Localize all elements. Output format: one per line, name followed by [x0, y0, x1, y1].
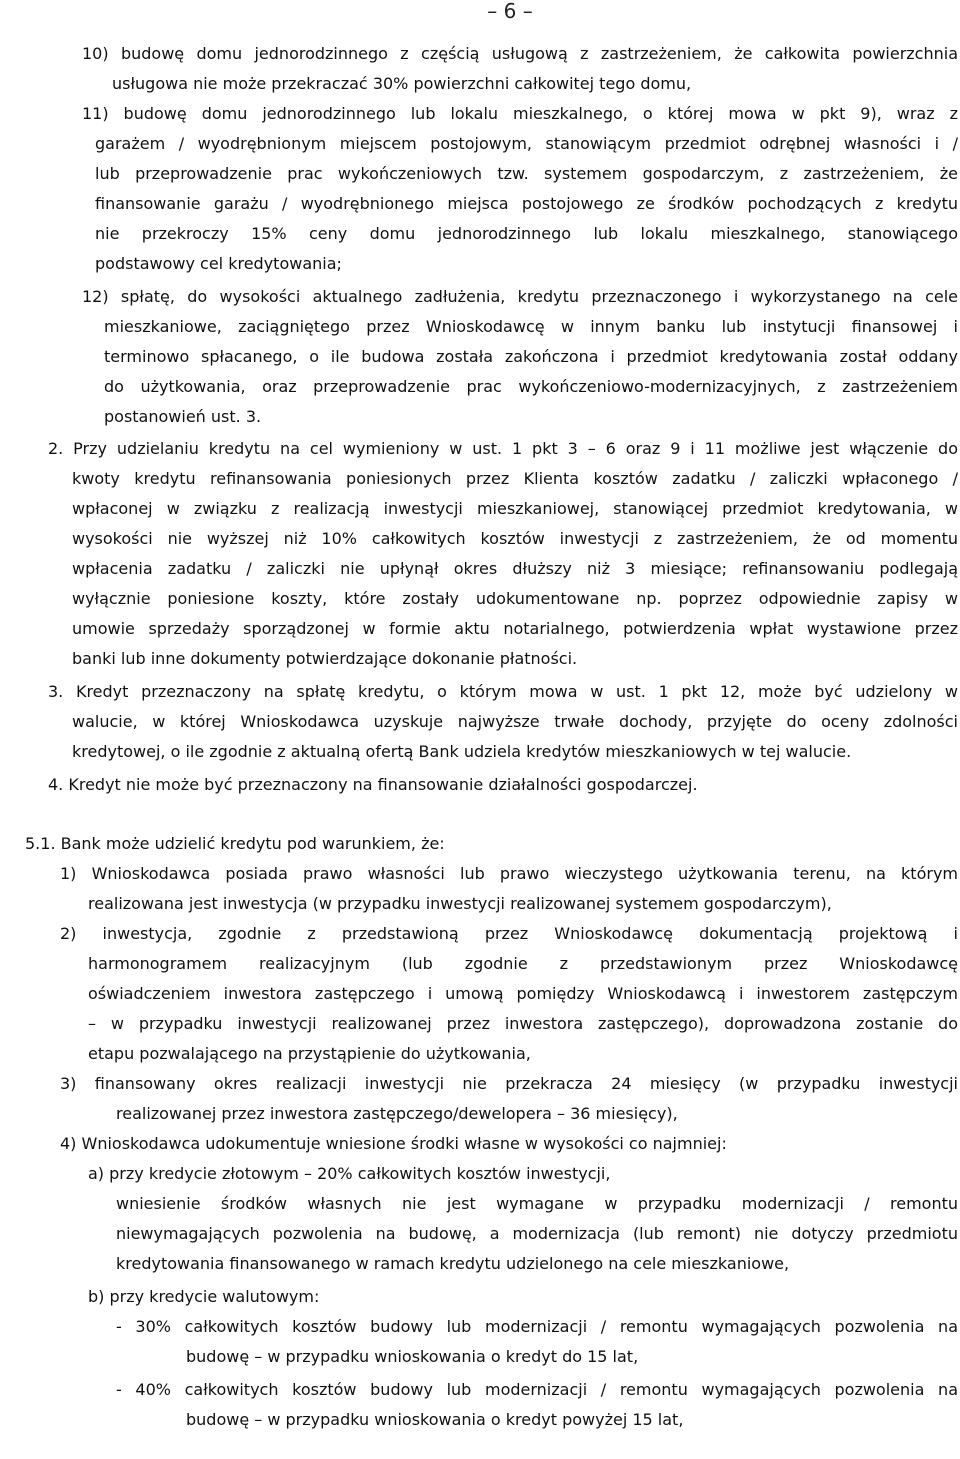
text-line: 10) budowę domu jednorodzinnego z częścią usługową z zastrzeżeniem, że całkowita powierzchnia: [82, 44, 958, 63]
text-line: garażem / wyodrębnionym miejscem postojowym, stanowiącym przedmiot odrębnej własności i /: [95, 134, 958, 153]
text-line: realizowana jest inwestycja (w przypadku inwestycji realizowanej systemem gospodarczym),: [88, 894, 832, 913]
text-line: wniesienie środków własnych nie jest wymagane w przypadku modernizacji / remontu: [116, 1194, 958, 1213]
text-line: - 30% całkowitych kosztów budowy lub modernizacji / remontu wymagających pozwolenia na: [116, 1317, 958, 1336]
text-line: niewymagających pozwolenia na budowę, a modernizacja (lub remont) nie dotyczy przedmiotu: [116, 1224, 958, 1243]
text-line: realizowanej przez inwestora zastępczego/dewelopera – 36 miesięcy),: [116, 1104, 678, 1123]
text-line: postanowień ust. 3.: [104, 407, 262, 426]
text-line: wyłącznie poniesione koszty, które zostały udokumentowane np. poprzez odpowiednie zapisy w: [72, 589, 958, 608]
text-line: b) przy kredycie walutowym:: [88, 1287, 320, 1306]
page-number: – 6 –: [487, 0, 533, 23]
text-line: wpłacenia zadatku / zaliczki nie upłynął okres dłuższy niż 3 miesiące; refinansowaniu podlegają: [72, 559, 958, 578]
text-line: 2) inwestycja, zgodnie z przedstawioną przez Wnioskodawcę dokumentacją projektową i: [60, 924, 958, 943]
text-line: kwoty kredytu refinansowania poniesionych przez Klienta kosztów zadatku / zaliczki wpłaconego /: [72, 469, 958, 488]
text-line: oświadczeniem inwestora zastępczego i umową pomiędzy Wnioskodawcą i inwestorem zastępczym: [88, 984, 958, 1003]
text-line: banki lub inne dokumenty potwierdzające dokonanie płatności.: [72, 649, 578, 668]
text-line: a) przy kredycie złotowym – 20% całkowitych kosztów inwestycji,: [88, 1164, 611, 1183]
text-line: etapu pozwalającego na przystąpienie do użytkowania,: [88, 1044, 531, 1063]
text-line: kredytowej, o ile zgodnie z aktualną ofertą Bank udziela kredytów mieszkaniowych w tej walucie.: [72, 742, 852, 761]
text-line: wpłaconej w związku z realizacją inwestycji mieszkaniowej, stanowiącej przedmiot kredytowania, w: [72, 499, 958, 518]
text-line: finansowanie garażu / wyodrębnionego miejsca postojowego ze środków pochodzących z kredytu: [95, 194, 958, 213]
text-line: budowę – w przypadku wnioskowania o kredyt do 15 lat,: [186, 1347, 639, 1366]
text-line: usługowa nie może przekraczać 30% powierzchni całkowitej tego domu,: [112, 74, 692, 93]
text-line: 4. Kredyt nie może być przeznaczony na finansowanie działalności gospodarczej.: [48, 775, 698, 794]
text-line: 3. Kredyt przeznaczony na spłatę kredytu, o którym mowa w ust. 1 pkt 12, może być udzielony w: [48, 682, 958, 701]
text-line: harmonogramem realizacyjnym (lub zgodnie z przedstawionym przez Wnioskodawcę: [88, 954, 958, 973]
text-line: 11) budowę domu jednorodzinnego lub lokalu mieszkalnego, o której mowa w pkt 9), wraz z: [82, 104, 958, 123]
text-line: – w przypadku inwestycji realizowanej przez inwestora zastępczego), doprowadzona zostanie do: [88, 1014, 958, 1033]
text-line: nie przekroczy 15% ceny domu jednorodzinnego lub lokalu mieszkalnego, stanowiącego: [95, 224, 958, 243]
text-line: 2. Przy udzielaniu kredytu na cel wymieniony w ust. 1 pkt 3 – 6 oraz 9 i 11 możliwe jest włączenie do: [48, 439, 958, 458]
text-line: - 40% całkowitych kosztów budowy lub modernizacji / remontu wymagających pozwolenia na: [116, 1380, 958, 1399]
text-line: budowę – w przypadku wnioskowania o kredyt powyżej 15 lat,: [186, 1410, 684, 1429]
text-line: kredytowania finansowanego w ramach kredytu udzielonego na cele mieszkaniowe,: [116, 1254, 790, 1273]
text-line: umowie sprzedaży sporządzonej w formie aktu notarialnego, potwierdzenia wpłat wystawione przez: [72, 619, 958, 638]
text-line: wysokości nie wyższej niż 10% całkowitych kosztów inwestycji z zastrzeżeniem, że od momentu: [72, 529, 958, 548]
text-line: 12) spłatę, do wysokości aktualnego zadłużenia, kredytu przeznaczonego i wykorzystanego na cele: [82, 287, 958, 306]
text-line: 5.1. Bank może udzielić kredytu pod warunkiem, że:: [25, 834, 445, 853]
text-line: 3) finansowany okres realizacji inwestycji nie przekracza 24 miesięcy (w przypadku inwestycji: [60, 1074, 958, 1093]
text-line: podstawowy cel kredytowania;: [95, 254, 342, 273]
text-line: 1) Wnioskodawca posiada prawo własności lub prawo wieczystego użytkowania terenu, na którym: [60, 864, 958, 883]
text-line: mieszkaniowe, zaciągniętego przez Wnioskodawcę w innym banku lub instytucji finansowej i: [104, 317, 958, 336]
text-line: walucie, w której Wnioskodawca uzyskuje najwyższe trwałe dochody, przyjęte do oceny zdolności: [72, 712, 958, 731]
text-line: do użytkowania, oraz przeprowadzenie prac wykończeniowo-modernizacyjnych, z zastrzeżeniem: [104, 377, 958, 396]
text-line: 4) Wnioskodawca udokumentuje wniesione środki własne w wysokości co najmniej:: [60, 1134, 727, 1153]
text-line: terminowo spłacanego, o ile budowa została zakończona i przedmiot kredytowania został oddany: [104, 347, 958, 366]
text-line: lub przeprowadzenie prac wykończeniowych tzw. systemem gospodarczym, z zastrzeżeniem, że: [95, 164, 958, 183]
